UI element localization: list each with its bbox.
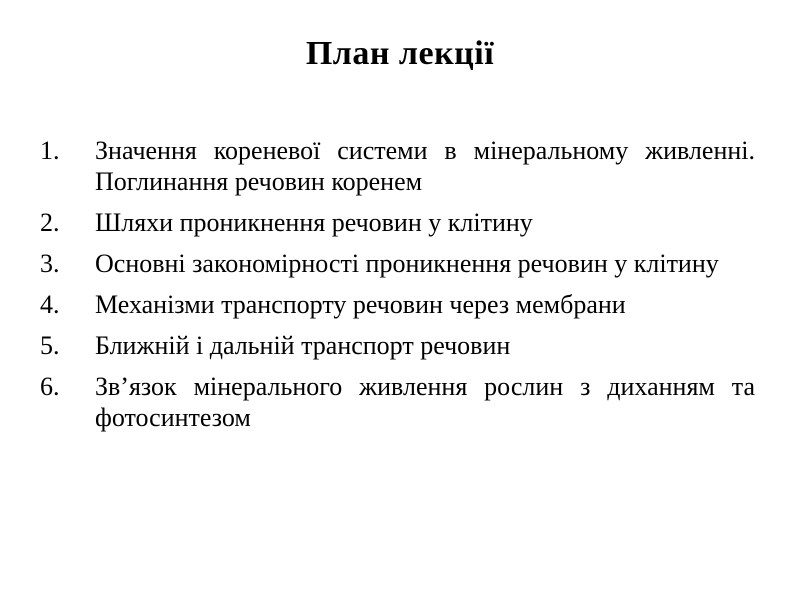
item-number: 3. [40, 249, 60, 278]
list-item [40, 248, 755, 279]
lecture-plan-list [40, 135, 755, 443]
list-item [40, 135, 755, 197]
list-item [40, 330, 755, 361]
item-number: 1. [40, 136, 60, 165]
item-text: Зв’язок мінерального живлення рослин з диханням та фотосинтезом [95, 372, 755, 432]
list-item [40, 289, 755, 320]
item-text: Основні закономірності проникнення речовин у клітину [95, 249, 719, 278]
item-number: 2. [40, 208, 60, 237]
list-item [40, 371, 755, 433]
item-number: 5. [40, 331, 60, 360]
item-text: Значення кореневої системи в мінеральному живленні. Поглинання речовин коренем [95, 136, 755, 196]
item-number: 6. [40, 372, 60, 401]
item-number: 4. [40, 290, 60, 319]
list-item [40, 207, 755, 238]
item-text: Ближній і дальній транспорт речовин [95, 331, 511, 360]
item-text: Шляхи проникнення речовин у клітину [95, 208, 533, 237]
item-text: Механізми транспорту речовин через мембрани [95, 290, 626, 319]
slide-title: План лекції [305, 35, 495, 72]
